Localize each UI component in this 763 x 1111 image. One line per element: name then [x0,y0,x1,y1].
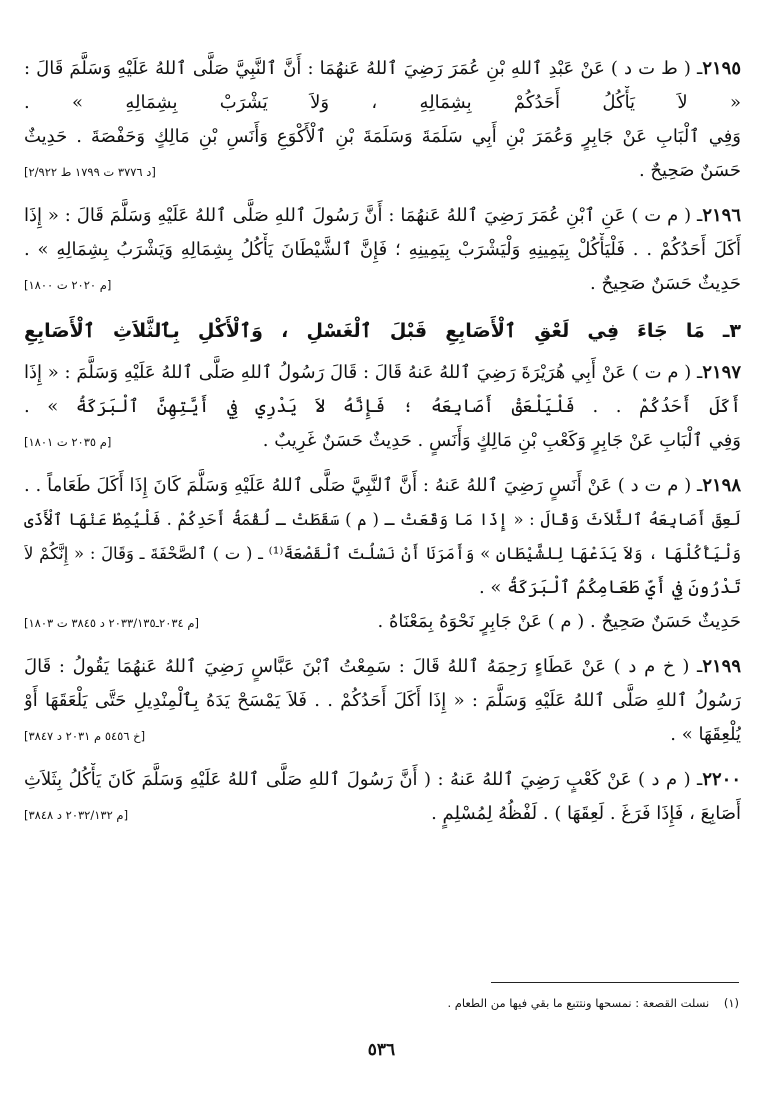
hadith-2198-grade: حَدِيثٌ حَسَنٌ صَحِيحٌ . ( م ) عَنْ جَابِرٍ نَحْوَهُ بِمَعْنَاهُ . [377,611,741,632]
hadith-2200-line-1 [24,763,741,797]
hadith-2199-line-2: رَسُولُ ٱللهِ صَلَّى ٱللهُ عَلَيْهِ وَسَلَّمَ : « إِذَا أَكَلَ أَحَدُكُمْ . . فَلاَ يَمْسَحْ يَدَهُ بِٱلْمِنْدِيلِ حَتَّى يَلْعَقَهَا أَوْ [24,690,741,711]
hadith-2195-line-2: « لاَ يَأْكُلُ أَحَدُكُمْ بِشِمَالِهِ ، وَلاَ يَشْرَبْ بِشِمَالِهِ » . [24,92,741,113]
hadith-2196-reference: [م ٢٠٢٠ ت ١٨٠٠] [24,278,112,292]
hadith-2198-grade-line [24,605,741,640]
page-number: ٥٣٦ [367,1040,396,1060]
hadith-2199-line-1 [24,650,741,684]
hadith-2200-line-2: أَصَابِعَ ، فَإِذَا فَرَغَ . لَعِقَهَا ) . لَفْظُهُ لِمُسْلِمٍ . [431,803,741,824]
hadith-2195-line-1 [24,52,741,86]
hadith-2197 [24,356,741,459]
chapter-heading: ٣ـ مَا جَاءَ فِي لَعْقِ ٱلْأَصَابِعِ قَبْلَ ٱلْغَسْلِ ، وَٱلْأَكْلِ بِٱلثَّلاَثِ ٱلْأَصَابِعِ [24,320,741,342]
hadith-2196-grade-line [24,267,741,302]
hadith-2197-reference: [م ٢٠٣٥ ت ١٨٠١] [24,435,112,449]
hadith-2197-line-1 [24,356,741,390]
page-body [24,52,741,842]
hadith-2195-number: ٢١٩٥ [702,58,741,79]
hadith-2198-line-1 [24,469,741,503]
hadith-2198 [24,469,741,640]
hadith-2199-grade-line [24,718,741,753]
hadith-2198-text-1: ـ ( م ت د ) عَنْ أَنَسٍ رَضِيَ ٱللهُ عَنهُ : أَنَّ ٱلنَّبِيَّ صَلَّى ٱللهُ عَلَيْهِ وَسَلَّمَ كَانَ إِذَا أَكَلَ طَعَاماً . . [24,475,703,496]
footnote-divider [491,982,739,983]
hadith-2195-text-1: ـ ( ط ت د ) عَنْ عَبْدِ ٱللهِ بْنِ عُمَرَ رَضِيَ ٱللهُ عَنهُمَا : أَنَّ ٱلنَّبِيَّ صَلَّى ٱللهُ عَلَيْهِ وَسَلَّمَ قَالَ : [24,58,703,79]
hadith-2196-line-2: أَكَلَ أَحَدُكُمْ . . فَلْيَأْكُلْ بِيَمِينِهِ وَلْيَشْرَبْ بِيَمِينِهِ ؛ فَإِنَّ ٱلشَّيْطَانَ يَأْكُلُ بِشِمَالِهِ وَيَشْرَبُ بِشِمَالِهِ » . [24,239,741,260]
hadith-2200-reference: [م ٢٠٣٢/١٣٢ د ٣٨٤٨] [24,808,129,822]
footnote-marker: (١) [723,996,739,1010]
hadith-2198-reference: [م ٢٠٣٤ـ٢٠٣٣/١٣٥ د ٣٨٤٥ ت ١٨٠٣] [24,616,200,630]
hadith-2197-grade-line [24,424,741,459]
hadith-2197-grade: وَفِي ٱلْبَابِ عَنْ جَابِرٍ وَكَعْبِ بْنِ مَالِكٍ وَأَنَسٍ . حَدِيثٌ حَسَنٌ غَرِيبٌ . [262,430,741,451]
hadith-2197-number: ٢١٩٧ [702,362,741,383]
hadith-2196-number: ٢١٩٦ [702,205,741,226]
hadith-2198-number: ٢١٩٨ [702,475,741,496]
hadith-2198-line-2: لَعِقَ أَصَابِعَهُ ٱلثَّلاَثَ وَقَالَ : « إِذَا مَا وَقَعَتْ ـ ( م ) سَقَطَتْ ـ لُقْمَةُ أَحَدِكُمْ . فَلْيُمِطْ عَنْهَا ٱلْأَذَى [24,510,741,529]
footnote [24,994,739,1012]
hadith-2197-text-1: ـ ( م ت ) عَنْ أَبِي هُرَيْرَةَ رَضِيَ ٱللهُ عَنهُ قَالَ : قَالَ رَسُولُ ٱللهِ صَلَّى ٱللهُ عَلَيْهِ وَسَلَّمَ : « إِذَا [24,362,703,383]
hadith-2198-line-4: تَدْرُونَ فِي أَيِّ طَعَامِكُمُ ٱلْبَرَكَةُ » . [478,577,741,598]
hadith-2195-line-3: وَفِي ٱلْبَابِ عَنْ جَابِرٍ وَعُمَرَ بْنِ أَبِي سَلَمَةَ وَسَلَمَةَ بْنِ ٱلْأَكْوَعِ وَأَنَسِ بْنِ مَالِكٍ وَحَفْصَةَ . حَدِيثٌ [24,126,741,147]
hadith-2199-text-1: ـ ( خ م د ) عَنْ عَطَاءٍ رَحِمَهُ ٱللهُ قَالَ : سَمِعْتُ ٱبْنَ عَبَّاسٍ رَضِيَ ٱللهُ عَنهُمَا يَقُولُ : قَالَ [24,656,703,677]
hadith-2200-grade-line [24,797,741,832]
hadith-2200-text-1: ـ ( م د ) عَنْ كَعْبٍ رَضِيَ ٱللهُ عَنهُ : ( أَنَّ رَسُولَ ٱللهِ صَلَّى ٱللهُ عَلَيْهِ وَسَلَّمَ كَانَ يَأْكُلُ بِثَلاَثِ [24,769,703,790]
hadith-2195-grade: حَسَنٌ صَحِيحٌ . [638,160,741,181]
hadith-2200-number: ٢٢٠٠ [702,769,741,790]
hadith-2199-reference: [خ ٥٤٥٦ م ٢٠٣١ د ٣٨٤٧] [24,729,146,743]
hadith-2196-grade: حَدِيثٌ حَسَنٌ صَحِيحٌ . [590,273,741,294]
hadith-2199 [24,650,741,753]
hadith-2197-line-2: أَكَلَ أَحَدُكُمْ . . فَلْيَلْعَقْ أَصَابِعَهُ ؛ فَإِنَّهُ لاَ يَدْرِي فِي أَيَّتِهِنَّ ٱلْبَرَكَةُ » . [24,396,741,417]
hadith-2195-reference: [د ٣٧٧٦ ت ١٧٩٩ ط ٢/٩٢٢] [24,165,156,179]
hadith-2196 [24,199,741,302]
hadith-2198-line-3: وَلْيَأْكُلْهَا ، وَلاَ يَدَعْهَا لِلشَّيْطَانِ » وَأَمَرَنَا أَنْ نَسْلُتَ ٱلْقَصْعَةَ⁽¹⁾ ـ ( ت ) ٱلصَّحْفَةَ ـ وَقَالَ : « إِنَّكُمْ لاَ [24,544,741,563]
hadith-2199-line-3: يُلْعِقَهَا » . [670,724,741,745]
hadith-2195-grade-line [24,154,741,189]
hadith-2200 [24,763,741,832]
hadith-2195 [24,52,741,189]
hadith-2196-text-1: ـ ( م ت ) عَنِ ٱبْنِ عُمَرَ رَضِيَ ٱللهُ عَنهُمَا : أَنَّ رَسُولَ ٱللهِ صَلَّى ٱللهُ عَلَيْهِ وَسَلَّمَ قَالَ : « إِذَا [24,205,703,226]
footnote-text: نسلت القصعة : نمسحها ونتتبع ما بقي فيها من الطعام . [447,996,710,1010]
hadith-2199-number: ٢١٩٩ [702,656,741,677]
hadith-2196-line-1 [24,199,741,233]
